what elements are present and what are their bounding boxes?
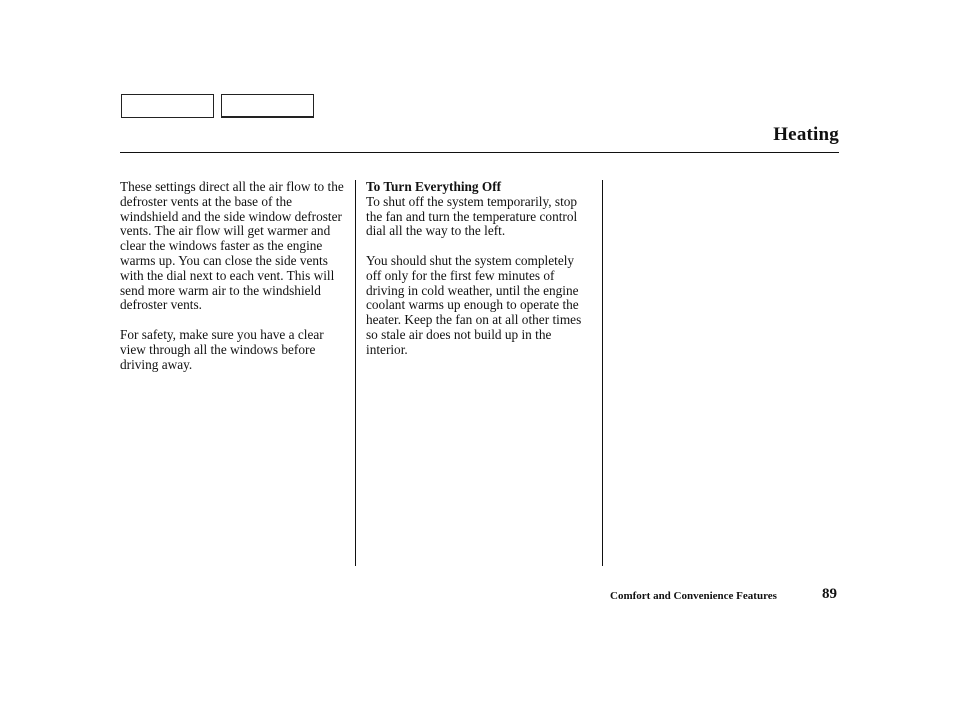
body-paragraph: You should shut the system completely off only for the first few minutes of driving in cold weather, until the engine coolant warms up enough to operate the heater. Keep the fan on at all other times so stale air does not build up in the interior. <box>366 252 582 357</box>
body-paragraph: These settings direct all the air flow to the defroster vents at the base of the windshield and the side window defroster vents. The air flow will get warmer and clear the windows faster as the engine warms up. You can close the side vents with the dial next to each vent. This will send more warm air to the windshield defroster vents. <box>120 179 344 313</box>
column-divider <box>355 180 356 566</box>
middle-column <box>366 180 590 358</box>
column-divider <box>602 180 603 566</box>
page-title: Heating <box>773 124 839 145</box>
title-divider <box>120 152 839 153</box>
body-paragraph: For safety, make sure you have a clear view through all the windows before driving away. <box>120 326 324 372</box>
body-paragraph: To shut off the system temporarily, stop the fan and turn the temperature control dial all the way to the left. <box>366 193 578 239</box>
previous-page-button[interactable] <box>121 94 214 118</box>
section-subheading: To Turn Everything Off <box>366 179 502 194</box>
footer-section-name: Comfort and Convenience Features <box>610 590 777 602</box>
page-number: 89 <box>822 586 837 602</box>
next-page-button[interactable] <box>221 94 314 118</box>
left-column <box>120 180 348 372</box>
